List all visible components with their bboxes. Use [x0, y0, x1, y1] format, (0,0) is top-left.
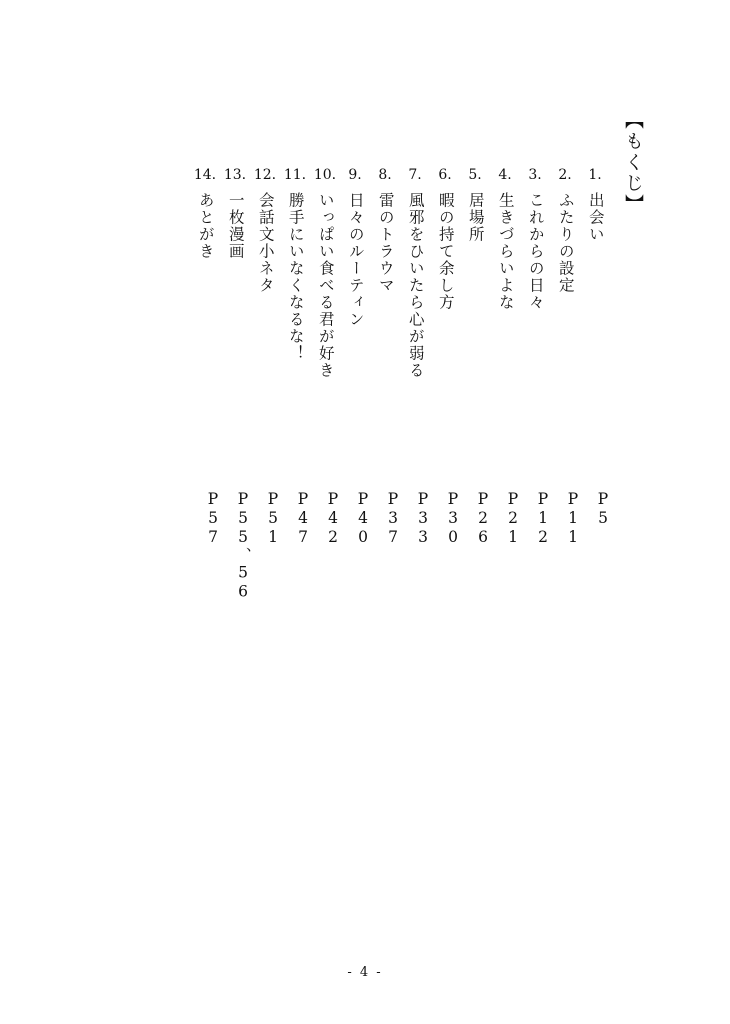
toc-entry-number: 1. [588, 167, 602, 183]
toc-entry-number: 10. [313, 167, 337, 183]
toc-entry-number: 8. [378, 167, 392, 183]
page-title: 【もくじ】 [622, 110, 644, 215]
toc-entry-number: 5. [468, 167, 482, 183]
toc-entry-number: 14. [193, 167, 217, 183]
toc-entry-number: 3. [528, 167, 542, 183]
toc-entry-number: 6. [438, 167, 452, 183]
toc-entry-page: P12 [534, 490, 552, 547]
toc-entry-page: P51 [264, 490, 282, 547]
toc-entry-label: 日々のルーティン [346, 192, 365, 328]
toc-entry-number: 2. [558, 167, 572, 183]
toc-entry-page: P21 [504, 490, 522, 547]
toc-entry-label: 出会い [586, 192, 605, 243]
toc-entry-page: P26 [474, 490, 492, 547]
toc-entry-label: 暇の持て余し方 [436, 192, 455, 311]
toc-entry-number: 7. [408, 167, 422, 183]
toc-entry-label: 会話文小ネタ [256, 192, 275, 294]
toc-entry-number: 13. [223, 167, 247, 183]
toc-entry-page: P33 [414, 490, 432, 547]
toc-entry-page: P37 [384, 490, 402, 547]
toc-entry-page: P57 [204, 490, 222, 547]
toc-entry-number: 12. [253, 167, 277, 183]
toc-entry-label: 勝手にいなくなるな！ [286, 192, 305, 362]
toc-entry-label: あとがき [196, 192, 215, 260]
toc-entry-page: P5 [594, 490, 612, 528]
table-of-contents-pages [190, 490, 610, 602]
toc-entry-page: P11 [564, 490, 582, 547]
toc-entry-label: 雷のトラウマ [376, 192, 395, 294]
toc-entry-label: 生きづらいよな [496, 192, 515, 311]
toc-entry-label: いっぱい食べる君が好き [316, 192, 335, 379]
toc-entry-page: P40 [354, 490, 372, 547]
toc-entry-label: 居場所 [466, 192, 485, 243]
toc-entry-label: 一枚漫画 [226, 192, 245, 260]
page-number: - 4 - [347, 965, 383, 980]
toc-entry-number: 4. [498, 167, 512, 183]
toc-entry-page: P47 [294, 490, 312, 547]
toc-entry-label: ふたりの設定 [556, 192, 575, 294]
toc-entry-number: 9. [348, 167, 362, 183]
toc-entry-page: P55、56 [234, 490, 252, 602]
toc-entry-label: 風邪をひいたら心が弱る [406, 192, 425, 379]
toc-entry-number: 11. [283, 167, 307, 183]
toc-entry-page: P42 [324, 490, 342, 547]
toc-entry-label: これからの日々 [526, 192, 545, 311]
toc-entry-page: P30 [444, 490, 462, 547]
